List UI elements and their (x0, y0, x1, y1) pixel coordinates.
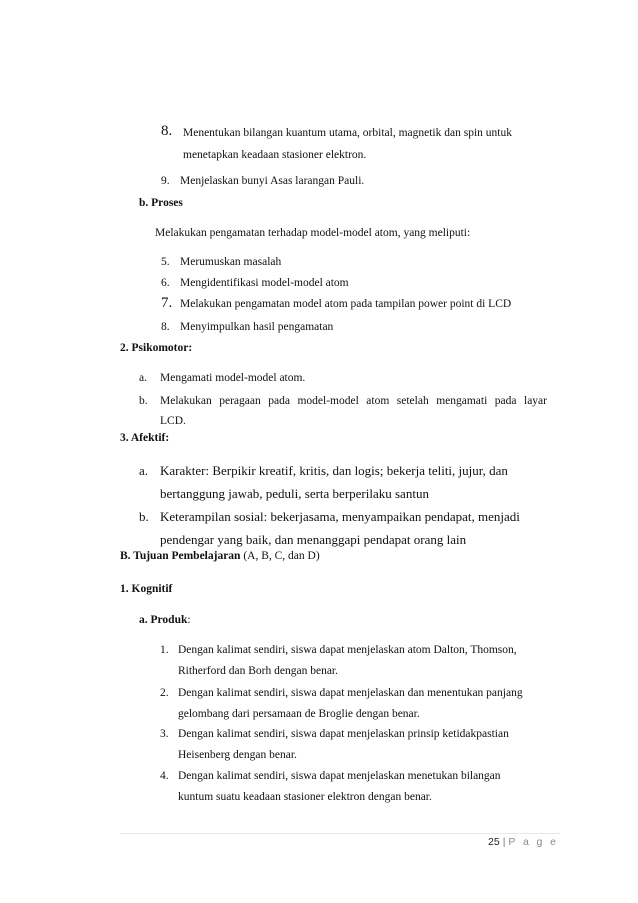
section-heading (120, 584, 172, 596)
list-item-text: bertanggung jawab, peduli, serta berperilaku santun (160, 486, 429, 501)
list-number: 7. (161, 295, 173, 311)
list-item-text: gelombang dari persamaan de Broglie dengan benar. (178, 708, 420, 720)
section-heading (120, 343, 192, 355)
list-number: b. (139, 509, 149, 524)
list-item-text: pendengar yang baik, dan menanggapi pendapat orang lain (160, 532, 467, 547)
list-item-text: Dengan kalimat sendiri, siswa dapat menjelaskan menetukan bilangan (178, 770, 501, 782)
section-heading (120, 551, 320, 563)
list-number: 1. (160, 644, 169, 656)
page-footer (488, 836, 558, 848)
list-number: a. (139, 372, 147, 384)
list-item-text: Melakukan peragaan pada model-model atom setelah mengamati pada layar (160, 395, 547, 407)
section-heading-text: 2. Psikomotor: (120, 342, 193, 354)
list-item-text: Mengamati model-model atom. (160, 372, 306, 384)
list-number: a. (139, 463, 149, 478)
page-label: P a g e (508, 836, 559, 848)
list-item-text: Keterampilan sosial: bekerjasama, menyampaikan pendapat, menjadi (160, 509, 520, 524)
list-item-text: Melakukan pengamatan model atom pada tampilan power point di LCD (180, 298, 512, 310)
list-item-text: Mengidentifikasi model-model atom (180, 277, 349, 289)
list-item-text: Menyimpulkan hasil pengamatan (180, 321, 334, 333)
list-number: 9. (161, 175, 170, 187)
footer-separator: | (502, 836, 506, 848)
section-heading-text: 3. Afektif: (120, 432, 170, 444)
list-item-text: Menjelaskan bunyi Asas larangan Pauli. (180, 175, 365, 187)
list-number: 4. (160, 770, 169, 782)
paragraph: Melakukan pengamatan terhadap model-model atom, yang meliputi: (155, 227, 471, 239)
list-item-text: Menentukan bilangan kuantum utama, orbital, magnetik dan spin untuk (183, 127, 512, 139)
list-item-text: Dengan kalimat sendiri, siswa dapat menjelaskan atom Dalton, Thomson, (178, 644, 517, 656)
list-item-text: Dengan kalimat sendiri, siswa dapat menjelaskan dan menentukan panjang (178, 687, 523, 699)
page-number: 25 (488, 836, 500, 848)
list-item-text: Merumuskan masalah (180, 256, 282, 268)
list-item-text: LCD. (160, 415, 186, 427)
subsection-heading-colon: : (187, 614, 191, 626)
list-item-text: Ritherford dan Borh dengan benar. (178, 665, 338, 677)
subsection-heading (139, 615, 191, 627)
section-heading (139, 198, 183, 210)
section-heading-text: 1. Kognitif (120, 583, 173, 595)
list-item-text: Heisenberg dengan benar. (178, 749, 297, 761)
list-item-text: Dengan kalimat sendiri, siswa dapat menjelaskan prinsip ketidakpastian (178, 728, 509, 740)
section-heading-text: b. Proses (139, 197, 183, 209)
list-number: b. (139, 395, 148, 407)
list-number: 2. (160, 687, 169, 699)
list-number: 3. (160, 728, 169, 740)
section-heading-suffix: (A, B, C, dan D) (240, 550, 320, 562)
list-number: 8. (161, 321, 170, 333)
list-item-text: Karakter: Berpikir kreatif, kritis, dan logis; bekerja teliti, jujur, dan (160, 463, 508, 478)
list-number: 5. (161, 256, 170, 268)
list-number: 8. (161, 123, 173, 139)
subsection-heading-text: a. Produk (139, 614, 188, 626)
section-heading-bold: B. Tujuan Pembelajaran (120, 550, 241, 562)
list-item-text: kuntum suatu keadaan stasioner elektron dengan benar. (178, 791, 432, 803)
list-number: 6. (161, 277, 170, 289)
section-heading (120, 433, 169, 445)
footer-divider (120, 833, 560, 834)
list-item-text: menetapkan keadaan stasioner elektron. (183, 149, 367, 161)
